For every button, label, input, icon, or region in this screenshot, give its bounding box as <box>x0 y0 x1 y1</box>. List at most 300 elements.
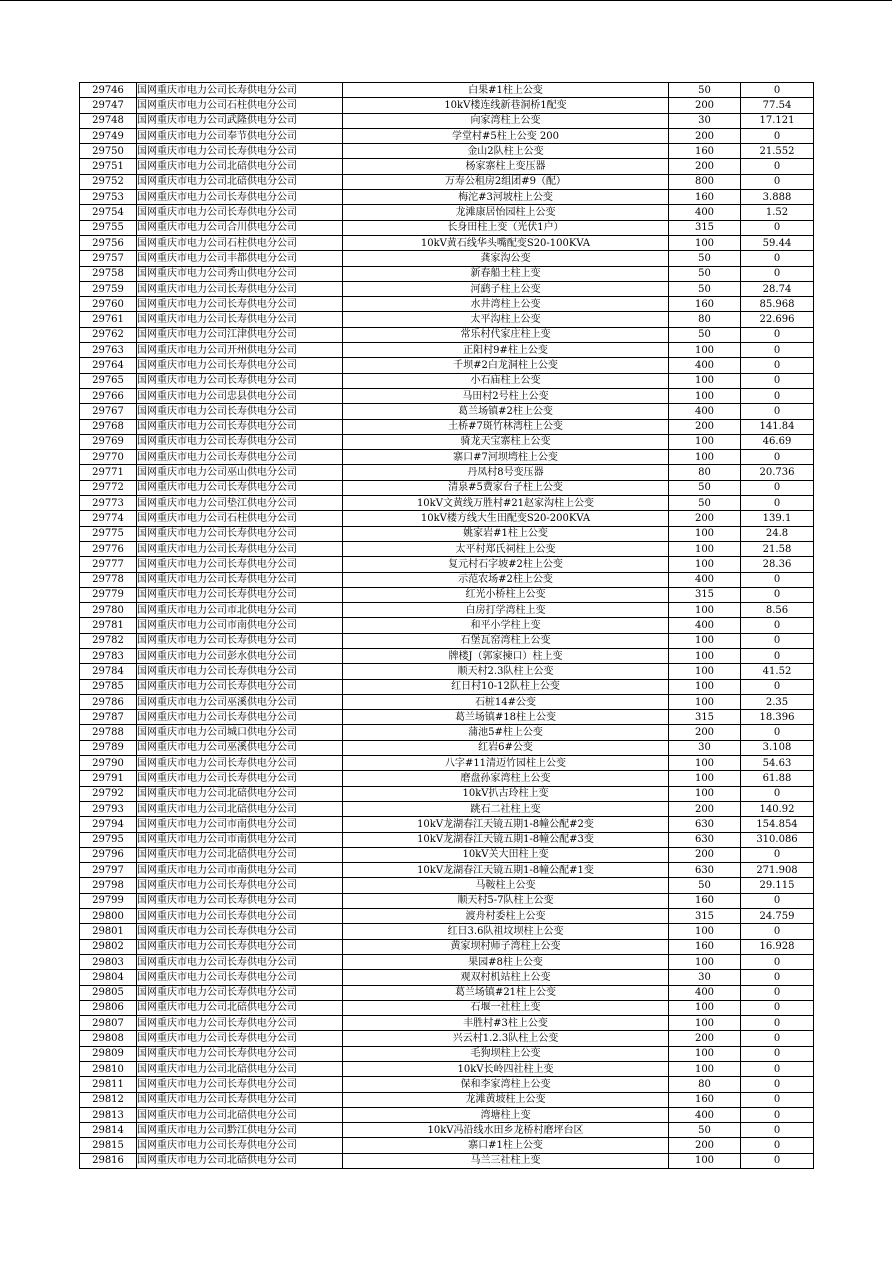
row-id-cell: 29756 <box>80 235 137 250</box>
capacity-cell: 100 <box>669 557 741 572</box>
transformer-name-cell: 河鹞子柱上公变 <box>343 281 669 296</box>
transformer-name-cell: 顺天村5-7队柱上公变 <box>343 893 669 908</box>
company-name-cell: 国网重庆市电力公司长寿供电分公司 <box>137 710 343 725</box>
company-name-cell: 国网重庆市电力公司北碚供电分公司 <box>137 801 343 816</box>
transformer-name-cell: 果园#8柱上公变 <box>343 954 669 969</box>
row-id-cell: 29807 <box>80 1016 137 1031</box>
transformer-name-cell: 葛兰场镇#21柱上公变 <box>343 985 669 1000</box>
capacity-cell: 200 <box>669 128 741 143</box>
transformer-name-cell: 新春船土柱上变 <box>343 266 669 281</box>
row-id-cell: 29800 <box>80 909 137 924</box>
row-id-cell: 29777 <box>80 557 137 572</box>
value-cell: 154.854 <box>741 817 814 832</box>
table-row <box>80 756 814 771</box>
value-cell: 271.908 <box>741 863 814 878</box>
value-cell: 0 <box>741 618 814 633</box>
value-cell: 0 <box>741 924 814 939</box>
row-id-cell: 29804 <box>80 970 137 985</box>
company-name-cell: 国网重庆市电力公司长寿供电分公司 <box>137 450 343 465</box>
row-id-cell: 29797 <box>80 863 137 878</box>
capacity-cell: 400 <box>669 985 741 1000</box>
transformer-name-cell: 千坝#2白龙洞柱上公变 <box>343 358 669 373</box>
table-row <box>80 1016 814 1031</box>
company-name-cell: 国网重庆市电力公司巫山供电分公司 <box>137 465 343 480</box>
capacity-cell: 100 <box>669 343 741 358</box>
capacity-cell: 100 <box>669 541 741 556</box>
capacity-cell: 100 <box>669 450 741 465</box>
table-row <box>80 832 814 847</box>
table-row <box>80 404 814 419</box>
value-cell: 0 <box>741 1092 814 1107</box>
row-id-cell: 29787 <box>80 710 137 725</box>
value-cell: 28.36 <box>741 557 814 572</box>
row-id-cell: 29792 <box>80 786 137 801</box>
capacity-cell: 315 <box>669 710 741 725</box>
table-row <box>80 159 814 174</box>
table-row <box>80 954 814 969</box>
company-name-cell: 国网重庆市电力公司长寿供电分公司 <box>137 1016 343 1031</box>
capacity-cell: 200 <box>669 511 741 526</box>
company-name-cell: 国网重庆市电力公司长寿供电分公司 <box>137 480 343 495</box>
company-name-cell: 国网重庆市电力公司北碚供电分公司 <box>137 786 343 801</box>
table-row <box>80 633 814 648</box>
table-row <box>80 909 814 924</box>
row-id-cell: 29762 <box>80 327 137 342</box>
capacity-cell: 100 <box>669 603 741 618</box>
row-id-cell: 29782 <box>80 633 137 648</box>
company-name-cell: 国网重庆市电力公司合川供电分公司 <box>137 220 343 235</box>
transformer-name-cell: 太平沟柱上公变 <box>343 312 669 327</box>
capacity-cell: 30 <box>669 970 741 985</box>
company-name-cell: 国网重庆市电力公司市南供电分公司 <box>137 863 343 878</box>
capacity-cell: 200 <box>669 801 741 816</box>
row-id-cell: 29801 <box>80 924 137 939</box>
capacity-cell: 160 <box>669 939 741 954</box>
transformer-name-cell: 10kV黄石线华头嘴配变S20-100KVA <box>343 235 669 250</box>
value-cell: 16.928 <box>741 939 814 954</box>
row-id-cell: 29775 <box>80 526 137 541</box>
row-id-cell: 29746 <box>80 83 137 98</box>
value-cell: 24.8 <box>741 526 814 541</box>
value-cell: 59.44 <box>741 235 814 250</box>
table-row <box>80 343 814 358</box>
value-cell: 139.1 <box>741 511 814 526</box>
table-row <box>80 1138 814 1153</box>
table-row <box>80 312 814 327</box>
transformer-name-cell: 10kV冯沿线水田乡龙桥村磨坪台区 <box>343 1123 669 1138</box>
transformer-name-cell: 万寿公租房2组团#9（配） <box>343 174 669 189</box>
table-row <box>80 388 814 403</box>
company-name-cell: 国网重庆市电力公司北碚供电分公司 <box>137 1153 343 1168</box>
table-row <box>80 1031 814 1046</box>
company-name-cell: 国网重庆市电力公司长寿供电分公司 <box>137 281 343 296</box>
transformer-name-cell: 10kV龙湖春江天镜五期1-8幢公配#1变 <box>343 863 669 878</box>
row-id-cell: 29757 <box>80 251 137 266</box>
value-cell: 0 <box>741 251 814 266</box>
company-name-cell: 国网重庆市电力公司长寿供电分公司 <box>137 572 343 587</box>
row-id-cell: 29771 <box>80 465 137 480</box>
row-id-cell: 29749 <box>80 128 137 143</box>
value-cell: 0 <box>741 174 814 189</box>
row-id-cell: 29776 <box>80 541 137 556</box>
row-id-cell: 29758 <box>80 266 137 281</box>
transformer-name-cell: 杨家寨柱上变压器 <box>343 159 669 174</box>
transformer-name-cell: 10kV扒古玲柱上变 <box>343 786 669 801</box>
value-cell: 0 <box>741 83 814 98</box>
value-cell: 1.52 <box>741 205 814 220</box>
row-id-cell: 29785 <box>80 679 137 694</box>
row-id-cell: 29761 <box>80 312 137 327</box>
table-row <box>80 847 814 862</box>
row-id-cell: 29802 <box>80 939 137 954</box>
value-cell: 18.396 <box>741 710 814 725</box>
table-row <box>80 603 814 618</box>
value-cell: 0 <box>741 985 814 1000</box>
value-cell: 0 <box>741 266 814 281</box>
value-cell: 0 <box>741 1031 814 1046</box>
table-row <box>80 939 814 954</box>
company-name-cell: 国网重庆市电力公司江津供电分公司 <box>137 327 343 342</box>
table-row <box>80 648 814 663</box>
transformer-name-cell: 渡舟村委柱上公变 <box>343 909 669 924</box>
table-row <box>80 511 814 526</box>
capacity-cell: 50 <box>669 878 741 893</box>
company-name-cell: 国网重庆市电力公司长寿供电分公司 <box>137 985 343 1000</box>
capacity-cell: 315 <box>669 909 741 924</box>
company-name-cell: 国网重庆市电力公司垫江供电分公司 <box>137 496 343 511</box>
company-name-cell: 国网重庆市电力公司城口供电分公司 <box>137 725 343 740</box>
row-id-cell: 29751 <box>80 159 137 174</box>
capacity-cell: 100 <box>669 694 741 709</box>
transformer-name-cell: 石堡瓦窑湾柱上公变 <box>343 633 669 648</box>
capacity-cell: 100 <box>669 1000 741 1015</box>
value-cell: 0 <box>741 1123 814 1138</box>
table-row <box>80 144 814 159</box>
capacity-cell: 630 <box>669 817 741 832</box>
capacity-cell: 30 <box>669 740 741 755</box>
transformer-name-cell: 龚家沟公变 <box>343 251 669 266</box>
company-name-cell: 国网重庆市电力公司奉节供电分公司 <box>137 128 343 143</box>
value-cell: 0 <box>741 1077 814 1092</box>
company-name-cell: 国网重庆市电力公司长寿供电分公司 <box>137 939 343 954</box>
value-cell: 0 <box>741 847 814 862</box>
value-cell: 0 <box>741 954 814 969</box>
value-cell: 0 <box>741 648 814 663</box>
capacity-cell: 200 <box>669 1031 741 1046</box>
value-cell: 0 <box>741 633 814 648</box>
value-cell: 140.92 <box>741 801 814 816</box>
value-cell: 0 <box>741 327 814 342</box>
company-name-cell: 国网重庆市电力公司北碚供电分公司 <box>137 847 343 862</box>
transformer-name-cell: 常乐村代家庄柱上变 <box>343 327 669 342</box>
row-id-cell: 29770 <box>80 450 137 465</box>
company-name-cell: 国网重庆市电力公司石柱供电分公司 <box>137 511 343 526</box>
value-cell: 3.108 <box>741 740 814 755</box>
capacity-cell: 100 <box>669 1153 741 1168</box>
transformer-name-cell: 葛兰场镇#2柱上公变 <box>343 404 669 419</box>
table-row <box>80 679 814 694</box>
table-row <box>80 1062 814 1077</box>
capacity-cell: 400 <box>669 1107 741 1122</box>
capacity-cell: 100 <box>669 954 741 969</box>
transformer-name-cell: 10kV文黄线万胜村#21赵家沟柱上公变 <box>343 496 669 511</box>
transformer-name-cell: 10kV楼连线新巷洞桥1配变 <box>343 98 669 113</box>
capacity-cell: 315 <box>669 220 741 235</box>
capacity-cell: 100 <box>669 1062 741 1077</box>
company-name-cell: 国网重庆市电力公司长寿供电分公司 <box>137 771 343 786</box>
table-row <box>80 664 814 679</box>
company-name-cell: 国网重庆市电力公司长寿供电分公司 <box>137 404 343 419</box>
row-id-cell: 29767 <box>80 404 137 419</box>
value-cell: 0 <box>741 128 814 143</box>
transformer-name-cell: 丰胜村#3柱上公变 <box>343 1016 669 1031</box>
transformer-name-cell: 骑龙天宝寨柱上公变 <box>343 434 669 449</box>
company-name-cell: 国网重庆市电力公司彭水供电分公司 <box>137 648 343 663</box>
capacity-cell: 630 <box>669 832 741 847</box>
value-cell: 0 <box>741 388 814 403</box>
transformer-name-cell: 葛兰场镇#18柱上公变 <box>343 710 669 725</box>
row-id-cell: 29786 <box>80 694 137 709</box>
company-name-cell: 国网重庆市电力公司长寿供电分公司 <box>137 756 343 771</box>
value-cell: 20.736 <box>741 465 814 480</box>
row-id-cell: 29763 <box>80 343 137 358</box>
transformer-name-cell: 向家湾柱上公变 <box>343 113 669 128</box>
transformer-name-cell: 小石庙柱上公变 <box>343 373 669 388</box>
capacity-cell: 160 <box>669 297 741 312</box>
company-name-cell: 国网重庆市电力公司巫溪供电分公司 <box>137 694 343 709</box>
value-cell: 0 <box>741 373 814 388</box>
capacity-cell: 315 <box>669 587 741 602</box>
value-cell: 29.115 <box>741 878 814 893</box>
transformer-name-cell: 马田村2号柱上公变 <box>343 388 669 403</box>
value-cell: 22.696 <box>741 312 814 327</box>
row-id-cell: 29769 <box>80 434 137 449</box>
company-name-cell: 国网重庆市电力公司长寿供电分公司 <box>137 1092 343 1107</box>
value-cell: 0 <box>741 1016 814 1031</box>
company-name-cell: 国网重庆市电力公司长寿供电分公司 <box>137 83 343 98</box>
transformer-name-cell: 正阳村9#柱上公变 <box>343 343 669 358</box>
value-cell: 24.759 <box>741 909 814 924</box>
transformer-name-cell: 顺天村2.3队柱上公变 <box>343 664 669 679</box>
transformer-name-cell: 马鞍柱上公变 <box>343 878 669 893</box>
top-border-line <box>0 0 892 1</box>
company-name-cell: 国网重庆市电力公司长寿供电分公司 <box>137 557 343 572</box>
table-row <box>80 878 814 893</box>
table-row <box>80 618 814 633</box>
capacity-cell: 50 <box>669 1123 741 1138</box>
row-id-cell: 29815 <box>80 1138 137 1153</box>
value-cell: 54.63 <box>741 756 814 771</box>
capacity-cell: 50 <box>669 480 741 495</box>
company-name-cell: 国网重庆市电力公司长寿供电分公司 <box>137 1077 343 1092</box>
capacity-cell: 50 <box>669 266 741 281</box>
value-cell: 141.84 <box>741 419 814 434</box>
transformer-name-cell: 保和李家湾柱上公变 <box>343 1077 669 1092</box>
transformer-name-cell: 10kV长岭四社柱上变 <box>343 1062 669 1077</box>
row-id-cell: 29755 <box>80 220 137 235</box>
value-cell: 3.888 <box>741 190 814 205</box>
row-id-cell: 29774 <box>80 511 137 526</box>
value-cell: 8.56 <box>741 603 814 618</box>
table-row <box>80 817 814 832</box>
value-cell: 41.52 <box>741 664 814 679</box>
capacity-cell: 400 <box>669 404 741 419</box>
table-row <box>80 541 814 556</box>
value-cell: 61.88 <box>741 771 814 786</box>
capacity-cell: 400 <box>669 358 741 373</box>
company-name-cell: 国网重庆市电力公司忠县供电分公司 <box>137 388 343 403</box>
table-row <box>80 327 814 342</box>
row-id-cell: 29781 <box>80 618 137 633</box>
capacity-cell: 30 <box>669 113 741 128</box>
company-name-cell: 国网重庆市电力公司长寿供电分公司 <box>137 373 343 388</box>
transformer-name-cell: 蒲池5#柱上公变 <box>343 725 669 740</box>
table-row <box>80 128 814 143</box>
table-body <box>80 83 814 1169</box>
value-cell: 0 <box>741 786 814 801</box>
row-id-cell: 29778 <box>80 572 137 587</box>
capacity-cell: 100 <box>669 388 741 403</box>
company-name-cell: 国网重庆市电力公司开州供电分公司 <box>137 343 343 358</box>
row-id-cell: 29806 <box>80 1000 137 1015</box>
transformer-name-cell: 和平小学柱上变 <box>343 618 669 633</box>
value-cell: 0 <box>741 587 814 602</box>
value-cell: 0 <box>741 725 814 740</box>
transformer-name-cell: 土桥#7斑竹林湾柱上公变 <box>343 419 669 434</box>
table-row <box>80 419 814 434</box>
transformer-name-cell: 红光小桥柱上公变 <box>343 587 669 602</box>
transformer-name-cell: 丹凤村8号变压器 <box>343 465 669 480</box>
transformer-name-cell: 复元村石字坡#2柱上公变 <box>343 557 669 572</box>
table-row <box>80 1092 814 1107</box>
table-row <box>80 358 814 373</box>
company-name-cell: 国网重庆市电力公司长寿供电分公司 <box>137 1046 343 1061</box>
table-row <box>80 113 814 128</box>
table-row <box>80 373 814 388</box>
table-row <box>80 924 814 939</box>
company-name-cell: 国网重庆市电力公司长寿供电分公司 <box>137 144 343 159</box>
company-name-cell: 国网重庆市电力公司北碚供电分公司 <box>137 1107 343 1122</box>
transformer-name-cell: 寨口#1柱上公变 <box>343 1138 669 1153</box>
company-name-cell: 国网重庆市电力公司丰都供电分公司 <box>137 251 343 266</box>
row-id-cell: 29783 <box>80 648 137 663</box>
table-row <box>80 1153 814 1168</box>
transformer-name-cell: 10kV龙湖春江天镜五期1-8幢公配#2变 <box>343 817 669 832</box>
value-cell: 0 <box>741 1107 814 1122</box>
value-cell: 0 <box>741 496 814 511</box>
row-id-cell: 29814 <box>80 1123 137 1138</box>
value-cell: 0 <box>741 1046 814 1061</box>
company-name-cell: 国网重庆市电力公司长寿供电分公司 <box>137 297 343 312</box>
table-row <box>80 970 814 985</box>
company-name-cell: 国网重庆市电力公司长寿供电分公司 <box>137 970 343 985</box>
transformer-name-cell: 白果#1柱上公变 <box>343 83 669 98</box>
table-row <box>80 450 814 465</box>
company-name-cell: 国网重庆市电力公司秀山供电分公司 <box>137 266 343 281</box>
transformer-name-cell: 跳石二社柱上变 <box>343 801 669 816</box>
company-name-cell: 国网重庆市电力公司长寿供电分公司 <box>137 434 343 449</box>
capacity-cell: 100 <box>669 633 741 648</box>
row-id-cell: 29753 <box>80 190 137 205</box>
row-id-cell: 29784 <box>80 664 137 679</box>
table-row <box>80 83 814 98</box>
value-cell: 0 <box>741 358 814 373</box>
transformer-name-cell: 水井湾柱上公变 <box>343 297 669 312</box>
table-row <box>80 174 814 189</box>
company-name-cell: 国网重庆市电力公司长寿供电分公司 <box>137 893 343 908</box>
value-cell: 21.58 <box>741 541 814 556</box>
company-name-cell: 国网重庆市电力公司市北供电分公司 <box>137 603 343 618</box>
capacity-cell: 200 <box>669 725 741 740</box>
company-name-cell: 国网重庆市电力公司长寿供电分公司 <box>137 664 343 679</box>
transformer-name-cell: 示范农场#2柱上公变 <box>343 572 669 587</box>
capacity-cell: 80 <box>669 1077 741 1092</box>
transformer-name-cell: 红岩6#公变 <box>343 740 669 755</box>
transformer-name-cell: 10kV楼方线大生田配变S20-200KVA <box>343 511 669 526</box>
table-row <box>80 266 814 281</box>
transformer-name-cell: 10kV龙湖春江天镜五期1-8幢公配#3变 <box>343 832 669 847</box>
transformer-name-cell: 石桩14#公变 <box>343 694 669 709</box>
transformer-name-cell: 10kV关大田柱上变 <box>343 847 669 862</box>
table-row <box>80 725 814 740</box>
company-name-cell: 国网重庆市电力公司长寿供电分公司 <box>137 679 343 694</box>
table-row <box>80 1077 814 1092</box>
row-id-cell: 29808 <box>80 1031 137 1046</box>
row-id-cell: 29803 <box>80 954 137 969</box>
row-id-cell: 29748 <box>80 113 137 128</box>
transformer-table <box>79 82 814 1169</box>
table-row <box>80 235 814 250</box>
value-cell: 0 <box>741 1138 814 1153</box>
table-row <box>80 557 814 572</box>
capacity-cell: 160 <box>669 190 741 205</box>
capacity-cell: 200 <box>669 159 741 174</box>
transformer-name-cell: 龙滩康居怡园柱上公变 <box>343 205 669 220</box>
capacity-cell: 50 <box>669 251 741 266</box>
value-cell: 0 <box>741 572 814 587</box>
transformer-name-cell: 寨口#7河坝塆柱上公变 <box>343 450 669 465</box>
value-cell: 28.74 <box>741 281 814 296</box>
row-id-cell: 29779 <box>80 587 137 602</box>
capacity-cell: 100 <box>669 771 741 786</box>
table-row <box>80 786 814 801</box>
table-row <box>80 587 814 602</box>
value-cell: 0 <box>741 404 814 419</box>
value-cell: 2.35 <box>741 694 814 709</box>
value-cell: 0 <box>741 893 814 908</box>
row-id-cell: 29813 <box>80 1107 137 1122</box>
value-cell: 0 <box>741 679 814 694</box>
row-id-cell: 29750 <box>80 144 137 159</box>
table-row <box>80 465 814 480</box>
transformer-name-cell: 龙滩黄坡柱上公变 <box>343 1092 669 1107</box>
company-name-cell: 国网重庆市电力公司长寿供电分公司 <box>137 1138 343 1153</box>
table-row <box>80 480 814 495</box>
table-row <box>80 572 814 587</box>
table-row <box>80 1123 814 1138</box>
company-name-cell: 国网重庆市电力公司长寿供电分公司 <box>137 1031 343 1046</box>
table-row <box>80 1107 814 1122</box>
capacity-cell: 200 <box>669 419 741 434</box>
value-cell: 0 <box>741 343 814 358</box>
company-name-cell: 国网重庆市电力公司巫溪供电分公司 <box>137 740 343 755</box>
transformer-name-cell: 观双村机站柱上公变 <box>343 970 669 985</box>
table-row <box>80 190 814 205</box>
capacity-cell: 100 <box>669 235 741 250</box>
row-id-cell: 29798 <box>80 878 137 893</box>
value-cell: 0 <box>741 159 814 174</box>
capacity-cell: 100 <box>669 648 741 663</box>
